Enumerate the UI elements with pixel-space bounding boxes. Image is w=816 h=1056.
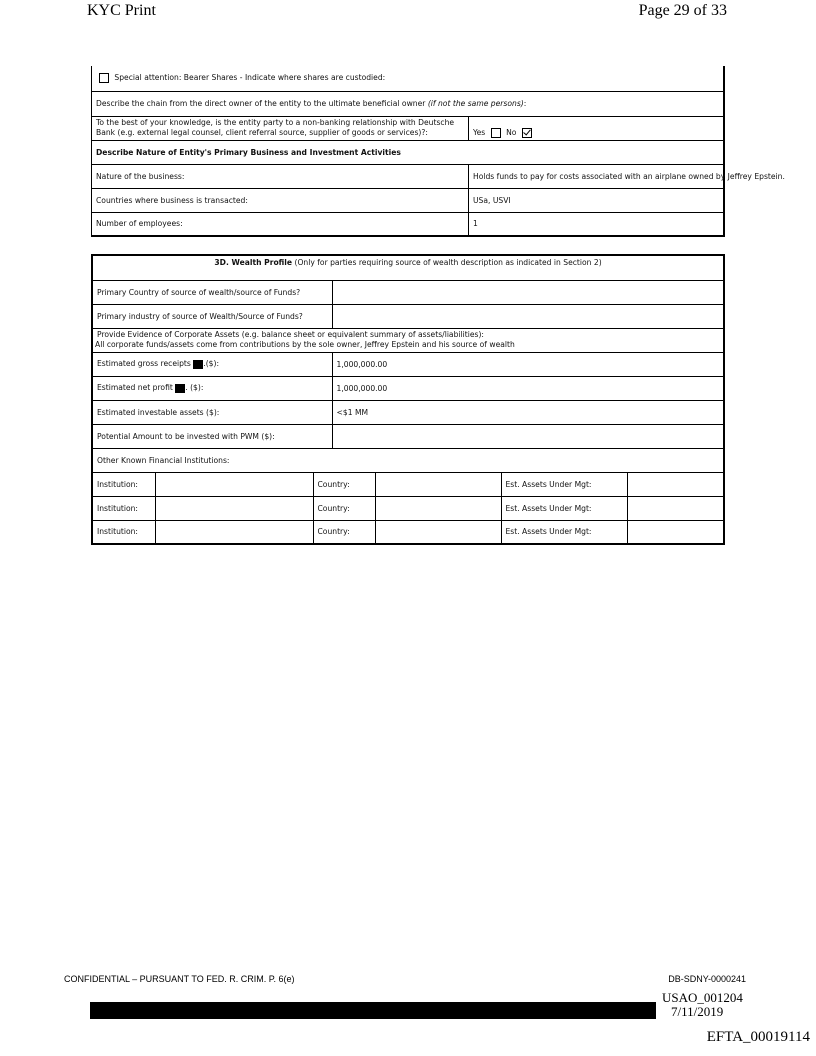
usao-stamp: USAO_001204 (662, 990, 743, 1005)
table-row (92, 328, 724, 352)
table-row (92, 212, 724, 236)
institution-row (92, 520, 724, 544)
country-value[interactable] (375, 496, 501, 520)
table-row (92, 280, 724, 304)
no-label: No (506, 127, 517, 137)
evidence-label: Provide Evidence of Corporate Assets (e.g. balance sheet or equivalent summary of assets/liabilities): (97, 330, 484, 339)
table-row (92, 376, 724, 400)
net-profit-value: 1,000,000.00 (332, 376, 724, 400)
institution-value[interactable] (155, 496, 313, 520)
investable-assets-label: Estimated investable assets ($): (92, 400, 332, 424)
yes-checkbox[interactable] (491, 128, 501, 138)
table-row (92, 91, 724, 116)
aum-label: Est. Assets Under Mgt: (501, 472, 627, 496)
efta-number: EFTA_00019114 (706, 1029, 810, 1045)
institution-value[interactable] (155, 472, 313, 496)
aum-label: Est. Assets Under Mgt: (501, 520, 627, 544)
institution-label: Institution: (92, 520, 155, 544)
chain-label: Describe the chain from the direct owner of the entity to the ultimate beneficial owner (96, 99, 426, 108)
pwm-amount-label: Potential Amount to be invested with PWM ($): (92, 424, 332, 448)
chain-colon: : (523, 99, 527, 108)
nature-value: Holds funds to pay for costs associated with an airplane owned by Jeffrey Epstein. (469, 164, 724, 188)
wealth-profile-table (91, 254, 725, 545)
table-row (92, 400, 724, 424)
gross-receipts-label: Estimated gross receipts (97, 359, 191, 369)
pwm-amount-value[interactable] (332, 424, 724, 448)
nature-heading: Describe Nature of Entity's Primary Business and Investment Activities (92, 140, 724, 164)
aum-label: Est. Assets Under Mgt: (501, 496, 627, 520)
bearer-shares-checkbox[interactable] (99, 73, 109, 83)
primary-country-label: Primary Country of source of wealth/source of Funds? (92, 280, 332, 304)
country-label: Country: (313, 496, 375, 520)
redaction-box (175, 384, 185, 393)
entity-info-table (91, 66, 785, 237)
other-institutions-label: Other Known Financial Institutions: (92, 448, 724, 472)
table-row (92, 352, 724, 376)
employees-label: Number of employees: (92, 212, 469, 236)
countries-value: USa, USVI (469, 188, 724, 212)
employees-value: 1 (469, 212, 724, 236)
wealth-profile-title: 3D. Wealth Profile (214, 258, 293, 267)
yes-label: Yes (473, 127, 486, 137)
redaction-box (193, 360, 203, 369)
institution-label: Institution: (92, 472, 155, 496)
aum-value[interactable] (627, 496, 724, 520)
primary-country-value[interactable] (332, 280, 724, 304)
nature-label: Nature of the business: (92, 164, 469, 188)
country-value[interactable] (375, 472, 501, 496)
gross-receipts-unit: .($): (203, 359, 220, 369)
primary-industry-value[interactable] (332, 304, 724, 328)
investable-assets-value: <$1 MM (332, 400, 724, 424)
table-row (92, 304, 724, 328)
countries-label: Countries where business is transacted: (92, 188, 469, 212)
institution-label: Institution: (92, 496, 155, 520)
non-banking-question-line2: Bank (e.g. external legal counsel, client referral source, supplier of goods or services)?: (96, 128, 428, 137)
table-row (92, 448, 724, 472)
bates-number: DB-SDNY-0000241 (668, 974, 746, 984)
non-banking-question-line1: To the best of your knowledge, is the entity party to a non-banking relationship with Deutsche (96, 118, 455, 127)
table-row (92, 188, 724, 212)
gross-receipts-value: 1,000,000.00 (332, 352, 724, 376)
net-profit-unit: . ($): (185, 383, 204, 393)
bearer-shares-label: Special attention: Bearer Shares - Indicate where shares are custodied: (114, 73, 386, 83)
table-row (92, 424, 724, 448)
country-value[interactable] (375, 520, 501, 544)
net-profit-label: Estimated net profit (97, 383, 173, 393)
institution-value[interactable] (155, 520, 313, 544)
evidence-value: All corporate funds/assets come from contributions by the sole owner, Jeffrey Epstein and his source of wealth (95, 340, 515, 349)
no-checkbox[interactable] (522, 128, 532, 138)
chain-note: (if not the same persons) (427, 99, 524, 108)
header-title: KYC Print (87, 2, 156, 19)
table-row (92, 255, 724, 280)
redaction-bar (90, 1002, 656, 1019)
table-row (92, 164, 724, 188)
stamp-date: 7/11/2019 (671, 1004, 724, 1019)
table-row (92, 116, 724, 140)
country-label: Country: (313, 472, 375, 496)
aum-value[interactable] (627, 520, 724, 544)
aum-value[interactable] (627, 472, 724, 496)
country-label: Country: (313, 520, 375, 544)
institution-row (92, 496, 724, 520)
primary-industry-label: Primary industry of source of Wealth/Source of Funds? (92, 304, 332, 328)
table-row (92, 66, 724, 91)
institution-row (92, 472, 724, 496)
page-number: Page 29 of 33 (638, 2, 727, 19)
wealth-profile-subtitle: (Only for parties requiring source of wealth description as indicated in Section 2) (294, 258, 602, 267)
confidential-notice: CONFIDENTIAL – PURSUANT TO FED. R. CRIM. P. 6(e) (64, 974, 295, 984)
table-row (92, 140, 724, 164)
